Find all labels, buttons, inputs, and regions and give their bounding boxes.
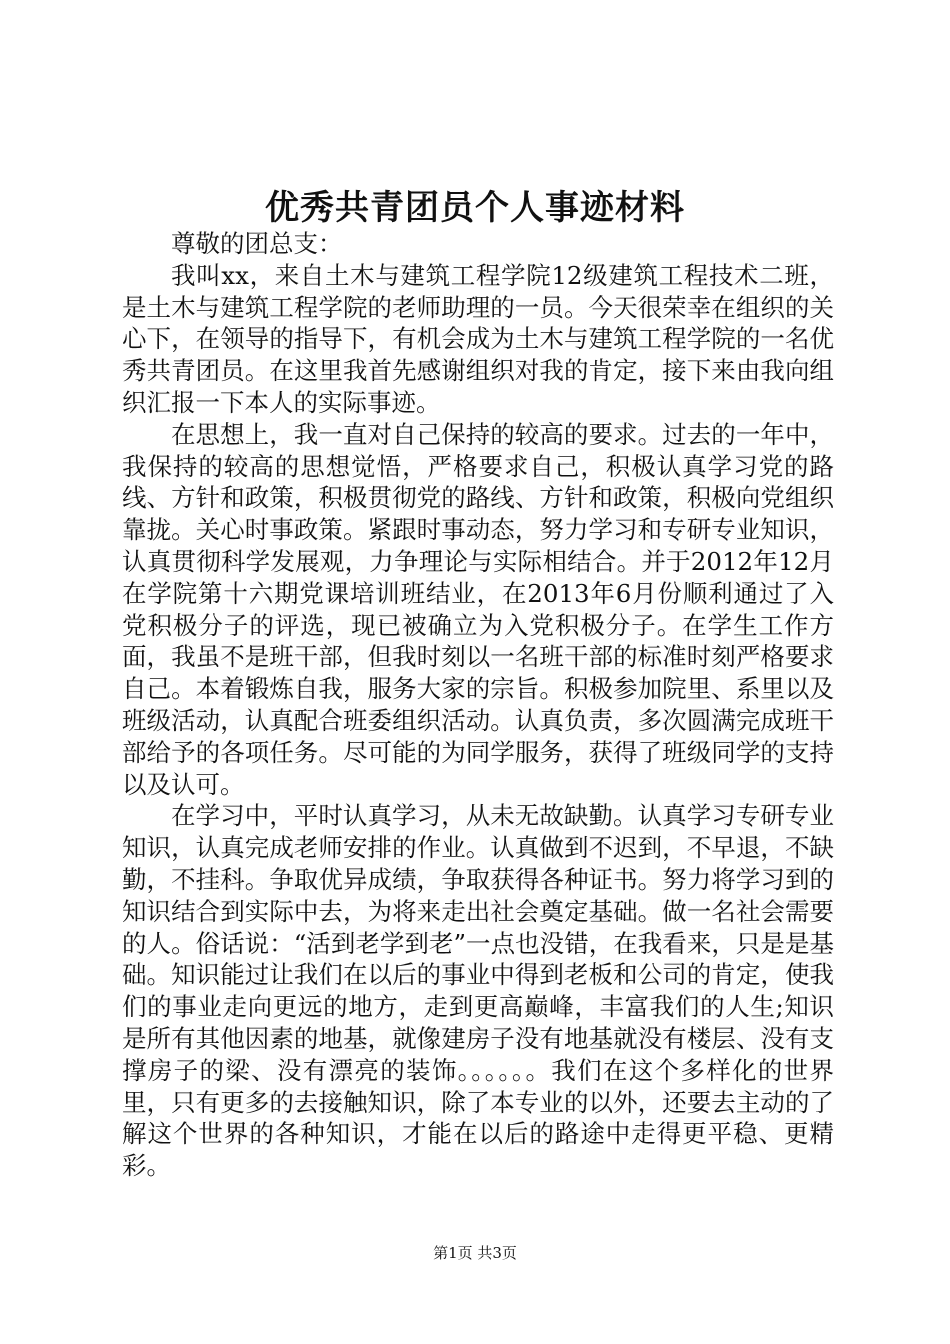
document-title: 优秀共青团员个人事迹材料 [265,188,685,228]
salutation: 尊敬的团总支： [171,229,343,258]
paragraph-thought: 在思想上，我一直对自己保持的较高的要求。过去的一年中，我保持的较高的思想觉悟，严格要求自己，积极认真学习党的路线、方针和政策，积极贯彻党的路线、方针和政策，积极向党组织靠拢。关心时事政策。紧跟时事动态，努力学习和专研专业知识，认真贯彻科学发展观，力争理论与实际相结合。并于2012年12月在学院第十六期党课培训班结业，在2013年6月份顺利通过了入党积极分子的评选，现已被确立为入党积极分子。在学生工作方面，我虽不是班干部，但我时刻以一名班干部的标准时刻严格要求自己。本着锻炼自我，服务大家的宗旨。积极参加院里、系里以及班级活动，认真配合班委组织活动。认真负责，多次圆满完成班干部给予的各项任务。尽可能的为同学服务，获得了班级同学的支持以及认可。 [122,419,834,799]
paragraph-study: 在学习中，平时认真学习，从未无故缺勤。认真学习专研专业知识，认真完成老师安排的作业。认真做到不迟到，不早退，不缺勤，不挂科。争取优异成绩，争取获得各种证书。努力将学习到的知识结合到实际中去，为将来走出社会奠定基础。做一名社会需要的人。俗话说：“活到老学到老”一点也没错，在我看来，只是是基础。知识能过让我们在以后的事业中得到老板和公司的肯定，使我们的事业走向更远的地方，走到更高巅峰，丰富我们的人生;知识是所有其他因素的地基，就像建房子没有地基就没有楼层、没有支撑房子的梁、没有漂亮的装饰。。。。。。我们在这个多样化的世界里，只有更多的去接触知识，除了本专业的以外，还要去主动的了解这个世界的各种知识，才能在以后的路途中走得更平稳、更精彩。 [122,801,834,1181]
document-body [122,228,834,1182]
page-number-footer: 第1页 共3页 [433,1244,517,1262]
paragraph-intro: 我叫xx，来自土木与建筑工程学院12级建筑工程技术二班，是土木与建筑工程学院的老师助理的一员。今天很荣幸在组织的关心下，在领导的指导下，有机会成为土木与建筑工程学院的一名优秀共青团员。在这里我首先感谢组织对我的肯定，接下来由我向组织汇报一下本人的实际事迹。 [122,260,834,417]
